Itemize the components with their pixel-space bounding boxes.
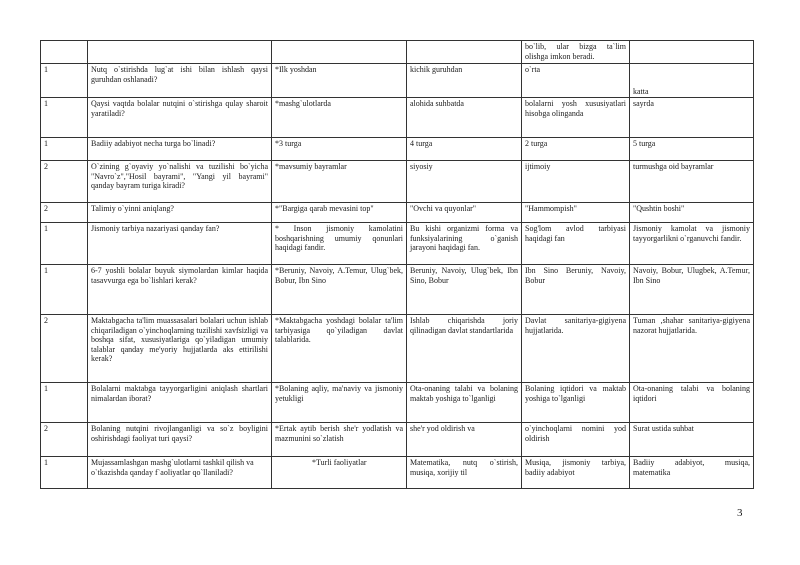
- answer-d-cell: Surat ustida suhbat: [630, 423, 754, 457]
- answer-d-cell: Tuman ,shahar sanitariya-gigiyena nazorat hujjatlarida.: [630, 315, 754, 383]
- score-cell: 1: [41, 64, 88, 98]
- score-cell: 1: [41, 265, 88, 315]
- answer-correct-cell: *Maktabgacha yoshdagi bolalar ta'lim tarbiyasiga qo`yiladigan davlat talablarida.: [272, 315, 407, 383]
- answer-correct-cell: [272, 41, 407, 64]
- answer-correct-cell: *mavsumiy bayramlar: [272, 161, 407, 203]
- answer-correct-cell: *Ertak aytib berish she'r yodlatish va mazmunini so`zlatish: [272, 423, 407, 457]
- question-cell: Qaysi vaqtda bolalar nutqini o`stirishga qulay sharoit yaratiladi?: [88, 98, 272, 138]
- question-cell: Talimiy o`yinni aniqlang?: [88, 203, 272, 223]
- answer-correct-cell: * Inson jismoniy kamolatini boshqarishning umumiy qonunlari haqidagi fandir.: [272, 223, 407, 265]
- answer-c-cell: Sog'lom avlod tarbiyasi haqidagi fan: [522, 223, 630, 265]
- answer-correct-cell: *Beruniy, Navoiy, A.Temur, Ulug`bek, Bobur, Ibn Sino: [272, 265, 407, 315]
- page-number: 3: [737, 507, 743, 519]
- answer-b-cell: [407, 41, 522, 64]
- answer-b-cell: alohida suhbatda: [407, 98, 522, 138]
- answer-b-cell: Ishlab chiqarishda joriy qilinadigan davlat standartlarida: [407, 315, 522, 383]
- score-cell: 2: [41, 423, 88, 457]
- score-cell: [41, 41, 88, 64]
- answer-b-cell: 4 turga: [407, 138, 522, 161]
- table-row: [41, 64, 754, 98]
- answer-b-cell: Ota-onaning talabi va bolaning maktab yoshiga to`lganligi: [407, 383, 522, 423]
- answer-c-cell: bo`lib, ular bizga ta`lim olishga imkon beradi.: [522, 41, 630, 64]
- answer-correct-cell: *Bolaning aqliy, ma'naviy va jismoniy yetukligi: [272, 383, 407, 423]
- answer-d-cell: [630, 41, 754, 64]
- answer-d-cell: Jismoniy kamolat va jismoniy tayyorgarlikni o`rganuvchi fandir.: [630, 223, 754, 265]
- question-cell: O`zining g`oyaviy yo`nalishi va tuzilishi bo`yicha "Navro`z","Hosil bayrami", "Yangi yil bayrami" qanday bayram turiga kiradi?: [88, 161, 272, 203]
- table-row: [41, 315, 754, 383]
- test-questions-table: [40, 40, 754, 489]
- question-cell: Jismoniy tarbiya nazariyasi qanday fan?: [88, 223, 272, 265]
- answer-c-cell: bolalarni yosh xususiyatlari hisobga olinganda: [522, 98, 630, 138]
- table-row: [41, 203, 754, 223]
- table-row: [41, 138, 754, 161]
- answer-b-cell: "Ovchi va quyonlar": [407, 203, 522, 223]
- question-cell: [88, 41, 272, 64]
- answer-b-cell: siyosiy: [407, 161, 522, 203]
- answer-correct-cell: *mashg`ulotlarda: [272, 98, 407, 138]
- table-row: [41, 423, 754, 457]
- answer-c-cell: 2 turga: [522, 138, 630, 161]
- answer-c-cell: Bolaning iqtidori va maktab yoshiga to`lganligi: [522, 383, 630, 423]
- question-cell: Bolalarni maktabga tayyorgarligini aniqlash shartlari nimalardan iborat?: [88, 383, 272, 423]
- table-row: [41, 265, 754, 315]
- answer-d-cell: sayrda: [630, 98, 754, 138]
- answer-d-cell: 5 turga: [630, 138, 754, 161]
- answer-c-cell: ijtimoiy: [522, 161, 630, 203]
- score-cell: 1: [41, 457, 88, 489]
- score-cell: 2: [41, 203, 88, 223]
- answer-d-cell: Badiiy adabiyot, musiqa, matematika: [630, 457, 754, 489]
- score-cell: 1: [41, 98, 88, 138]
- table-row: [41, 383, 754, 423]
- score-cell: 1: [41, 383, 88, 423]
- table-row: [41, 161, 754, 203]
- answer-c-cell: o`yinchoqlarni nomini yod oldirish: [522, 423, 630, 457]
- score-cell: 2: [41, 315, 88, 383]
- answer-d-cell: turmushga oid bayramlar: [630, 161, 754, 203]
- score-cell: 1: [41, 223, 88, 265]
- answer-correct-cell: *3 turga: [272, 138, 407, 161]
- answer-b-cell: she'r yod oldirish va: [407, 423, 522, 457]
- question-cell: Maktabgacha ta'lim muassasalari bolalari uchun ishlab chiqariladigan o`yinchoqlarning tuzilishi xavfsizligi va boshqa sifat, xususiyatlariga qo`yiladigan umumiy talablar qanday me'yoriy hujjatlarda aks ettirilishi kerak?: [88, 315, 272, 383]
- table-row: [41, 223, 754, 265]
- answer-c-cell: Davlat sanitariya-gigiyena hujjatlarida.: [522, 315, 630, 383]
- answer-c-cell: o`rta: [522, 64, 630, 98]
- question-cell: 6-7 yoshli bolalar buyuk siymolardan kimlar haqida tasavvurga ega bo`lishlari kerak?: [88, 265, 272, 315]
- question-cell: Mujassamlashgan mashg`ulotlarni tashkil qilish va o`tkazishda qanday f`aoliyatlar qo`llaniladi?: [88, 457, 272, 489]
- answer-b-cell: Beruniy, Navoiy, Ulug`bek, Ibn Sino, Bobur: [407, 265, 522, 315]
- answer-correct-cell: *"Bargiga qarab mevasini top": [272, 203, 407, 223]
- answer-correct-cell: *Turli faoliyatlar: [272, 457, 407, 489]
- answer-c-cell: Ibn Sino Beruniy, Navoiy, Bobur: [522, 265, 630, 315]
- table-row: [41, 457, 754, 489]
- table-row: [41, 41, 754, 64]
- answer-b-cell: kichik guruhdan: [407, 64, 522, 98]
- answer-d-cell: Ota-onaning talabi va bolaning iqtidori: [630, 383, 754, 423]
- answer-b-cell: Matematika, nutq o`stirish, musiqa, xorijiy til: [407, 457, 522, 489]
- answer-correct-cell: *Ilk yoshdan: [272, 64, 407, 98]
- answer-d-cell: "Qushtin boshi": [630, 203, 754, 223]
- answer-c-cell: "Hammompish": [522, 203, 630, 223]
- question-cell: Bolaning nutqini rivojlanganligi va so`z boyligini oshirishdagi faoliyat turi qaysi?: [88, 423, 272, 457]
- answer-d-cell: katta: [630, 64, 754, 98]
- answer-c-cell: Musiqa, jismoniy tarbiya, badiiy adabiyot: [522, 457, 630, 489]
- answer-b-cell: Bu kishi organizmi forma va funksiyalarining o`ganish jarayoni haqidagi fan.: [407, 223, 522, 265]
- answer-d-cell: Navoiy, Bobur, Ulugbek, A.Temur, Ibn Sino: [630, 265, 754, 315]
- score-cell: 2: [41, 161, 88, 203]
- question-cell: Nutq o`stirishda lug`at ishi bilan ishlash qaysi guruhdan oshlanadi?: [88, 64, 272, 98]
- score-cell: 1: [41, 138, 88, 161]
- table-row: [41, 98, 754, 138]
- question-cell: Badiiy adabiyot necha turga bo`linadi?: [88, 138, 272, 161]
